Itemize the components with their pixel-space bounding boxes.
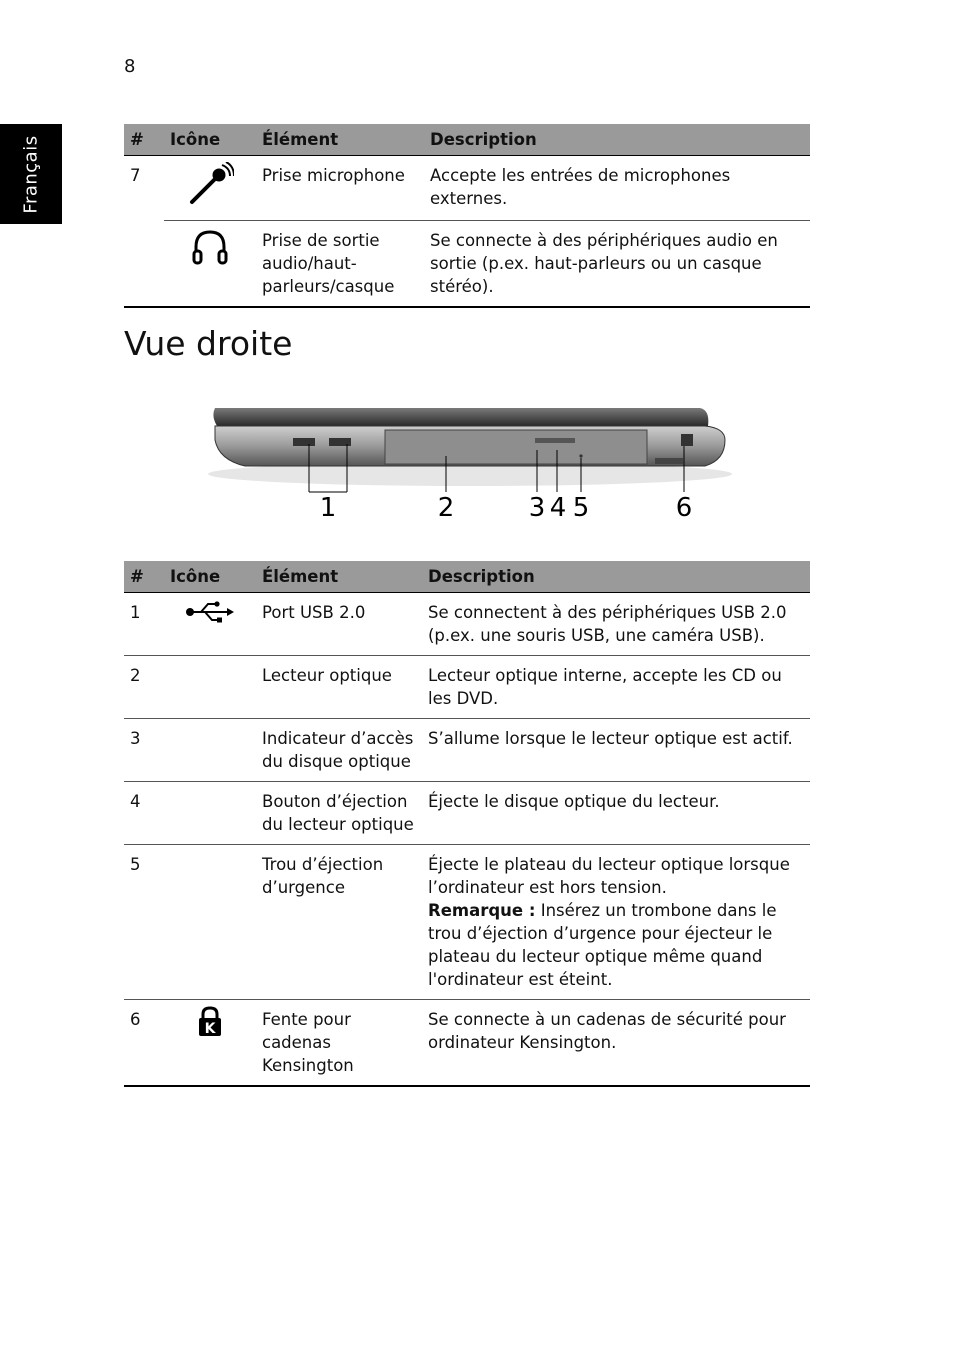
table-header-row [124, 124, 810, 156]
header-icon: Icône [164, 124, 256, 156]
row-num: 6 [124, 1000, 164, 1087]
table-row [124, 782, 810, 845]
row-num: 2 [124, 656, 164, 719]
row-num: 3 [124, 719, 164, 782]
row-description: S’allume lorsque le lecteur optique est actif. [422, 719, 810, 782]
table-row [124, 1000, 810, 1087]
row-element: Fente pour cadenas Kensington [256, 1000, 422, 1087]
table-row [124, 593, 810, 656]
row-icon [164, 845, 256, 1000]
page-number: 8 [124, 56, 136, 77]
microphone-icon [186, 162, 234, 206]
row-icon [164, 782, 256, 845]
row-icon [164, 156, 256, 221]
right-view-table [124, 561, 810, 1087]
row-num: 4 [124, 782, 164, 845]
section-title: Vue droite [124, 324, 293, 363]
table-row [124, 656, 810, 719]
table-row [124, 156, 810, 221]
row-num: 5 [124, 845, 164, 1000]
row-description: Se connecte à des périphériques audio en sortie (p.ex. haut-parleurs ou un casque stéréo). [424, 221, 810, 308]
jacks-table [124, 124, 810, 308]
language-tab [0, 124, 62, 224]
callout-1: 1 [319, 493, 337, 523]
table-header-row [124, 561, 810, 593]
row-description: Se connecte à un cadenas de sécurité pour ordinateur Kensington. [422, 1000, 810, 1087]
note-label: Remarque : [428, 901, 536, 920]
row-num: 7 [130, 166, 141, 185]
row-icon [164, 656, 256, 719]
row-description: Éjecte le disque optique du lecteur. [422, 782, 810, 845]
laptop-right-side-illustration [205, 400, 735, 530]
kensington-lock-icon [197, 1006, 223, 1038]
row-element: Prise microphone [256, 156, 424, 221]
callout-5: 5 [572, 493, 590, 523]
note-text: Insérez un trombone dans le trou d’éjection d’urgence pour éjecteur le plateau du lecteur optique même quand l'ordinateur est éteint. [428, 901, 777, 989]
callout-6: 6 [675, 493, 693, 523]
header-num: # [124, 561, 164, 593]
header-icon: Icône [164, 561, 256, 593]
row-note [428, 899, 804, 991]
row-icon [164, 719, 256, 782]
header-description: Description [422, 561, 810, 593]
row-element: Bouton d’éjection du lecteur optique [256, 782, 422, 845]
table-row [124, 221, 810, 308]
row-element: Prise de sortie audio/haut-parleurs/casque [256, 221, 424, 308]
headphones-icon [190, 227, 230, 267]
header-description: Description [424, 124, 810, 156]
row-element: Lecteur optique [256, 656, 422, 719]
row-icon [164, 593, 256, 656]
header-element: Élément [256, 561, 422, 593]
language-tab-label: Français [20, 134, 42, 214]
row-icon [164, 221, 256, 308]
row-num: 1 [124, 593, 164, 656]
callout-3: 3 [528, 493, 546, 523]
callout-4: 4 [549, 493, 567, 523]
row-icon [164, 1000, 256, 1087]
row-description: Éjecte le plateau du lecteur optique lorsque l’ordinateur est hors tension. [428, 855, 790, 897]
row-description: Se connectent à des périphériques USB 2.0 (p.ex. une souris USB, une caméra USB). [422, 593, 810, 656]
row-element: Trou d’éjection d’urgence [256, 845, 422, 1000]
header-num: # [124, 124, 164, 156]
header-element: Élément [256, 124, 424, 156]
usb-icon [185, 599, 235, 625]
row-num [124, 221, 164, 308]
table-row [124, 719, 810, 782]
row-description: Lecteur optique interne, accepte les CD ou les DVD. [422, 656, 810, 719]
row-description-cell [422, 845, 810, 1000]
svg-text:K: K [204, 1021, 216, 1037]
table-row [124, 845, 810, 1000]
callout-2: 2 [437, 493, 455, 523]
row-element: Indicateur d’accès du disque optique [256, 719, 422, 782]
row-description: Accepte les entrées de microphones externes. [424, 156, 810, 221]
row-element: Port USB 2.0 [256, 593, 422, 656]
